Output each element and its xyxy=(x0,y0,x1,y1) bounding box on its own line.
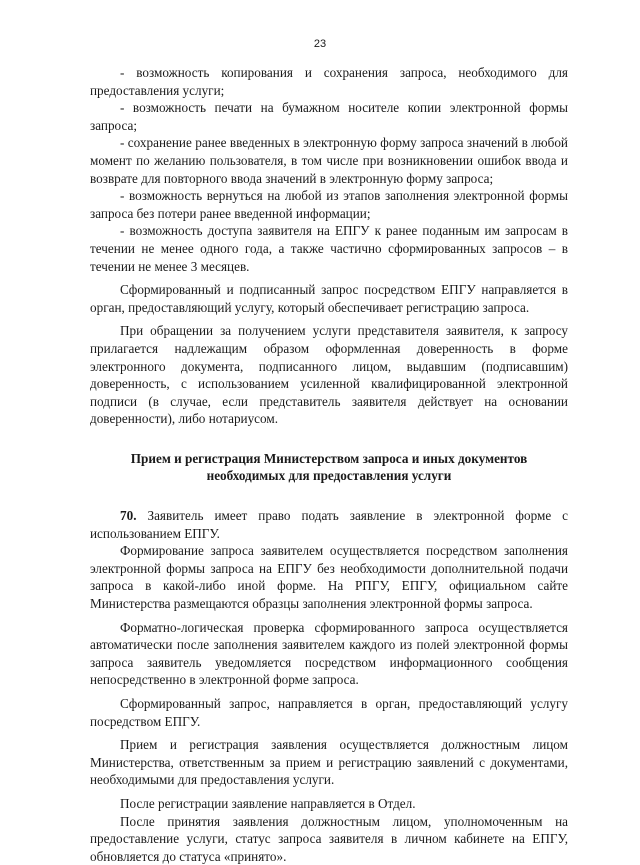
page-body xyxy=(90,64,568,865)
list-item-return-step: - возможность вернуться на любой из этапов заполнения электронной формы запроса без потери ранее введенной информации; xyxy=(90,188,568,221)
section-heading xyxy=(90,450,568,485)
paragraph-status-accepted: После принятия заявления должностным лицом, уполномоченным на предоставление услуги, статус запроса заявителя в личном кабинете на ЕПГУ, обновляется до статуса «принято». xyxy=(90,813,568,864)
section-heading-line-2: необходимых для предоставления услуги xyxy=(206,468,452,484)
paragraph-70 xyxy=(90,507,568,542)
paragraph-representative: При обращении за получением услуги представителя заявителя, к запросу прилагается надлежащим образом оформленная доверенность в форме электронного документа, подписанного лицом, выдавшим (подписавшим) доверенность, с использованием усиленной квалифицированной электронной подписи (в случае, если представитель заявителя действует на основании доверенности), либо нотариусом. xyxy=(90,323,568,427)
list-item-save-values: - сохранение ранее введенных в электронную форму запроса значений в любой момент по желанию пользователя, в том числе при возникновении ошибок ввода и возврате для повторного ввода значений в электронную форму запроса; xyxy=(90,135,568,186)
section-heading-line-1: Прием и регистрация Министерством запроса и иных документов xyxy=(130,450,528,466)
paragraph-formed-request: Сформированный и подписанный запрос посредством ЕПГУ направляется в орган, предоставляющий услугу, который обеспечивает регистрацию запроса. xyxy=(90,282,568,315)
paragraph-70-text: Заявитель имеет право подать заявление в электронной форме с использованием ЕПГУ. xyxy=(90,508,568,541)
paragraph-reception: Прием и регистрация заявления осуществляется должностным лицом Министерства, ответственным за прием и регистрацию заявлений с документами, необходимыми для предоставления услуги. xyxy=(90,737,568,788)
page-number: 23 xyxy=(313,38,327,50)
list-item-copy-save: - возможность копирования и сохранения запроса, необходимого для предоставления услуги; xyxy=(90,65,568,98)
paragraph-number: 70. xyxy=(120,508,137,524)
list-item-print: - возможность печати на бумажном носителе копии электронной формы запроса; xyxy=(90,100,568,133)
list-item-access-history: - возможность доступа заявителя на ЕПГУ к ранее поданным им запросам в течении не менее одного года, а также частично сформированных запросов – в течении не менее 3 месяцев. xyxy=(90,223,568,274)
paragraph-after-registration: После регистрации заявление направляется в Отдел. xyxy=(120,795,416,811)
paragraph-sent: Сформированный запрос, направляется в орган, предоставляющий услугу посредством ЕПГУ. xyxy=(90,696,568,729)
paragraph-forming: Формирование запроса заявителем осуществляется посредством заполнения электронной формы запроса на ЕПГУ без необходимости дополнительной подачи запроса в какой-либо иной форме. На РПГУ, ЕПГУ, официальном сайте Министерства размещаются образцы заполнения электронной формы запроса. xyxy=(90,543,568,612)
paragraph-format-check: Форматно-логическая проверка сформированного запроса осуществляется автоматически после заполнения заявителем каждого из полей электронной формы запроса заявитель уведомляется посредством информационного сообщения непосредственно в электронной форме запроса. xyxy=(90,619,568,688)
